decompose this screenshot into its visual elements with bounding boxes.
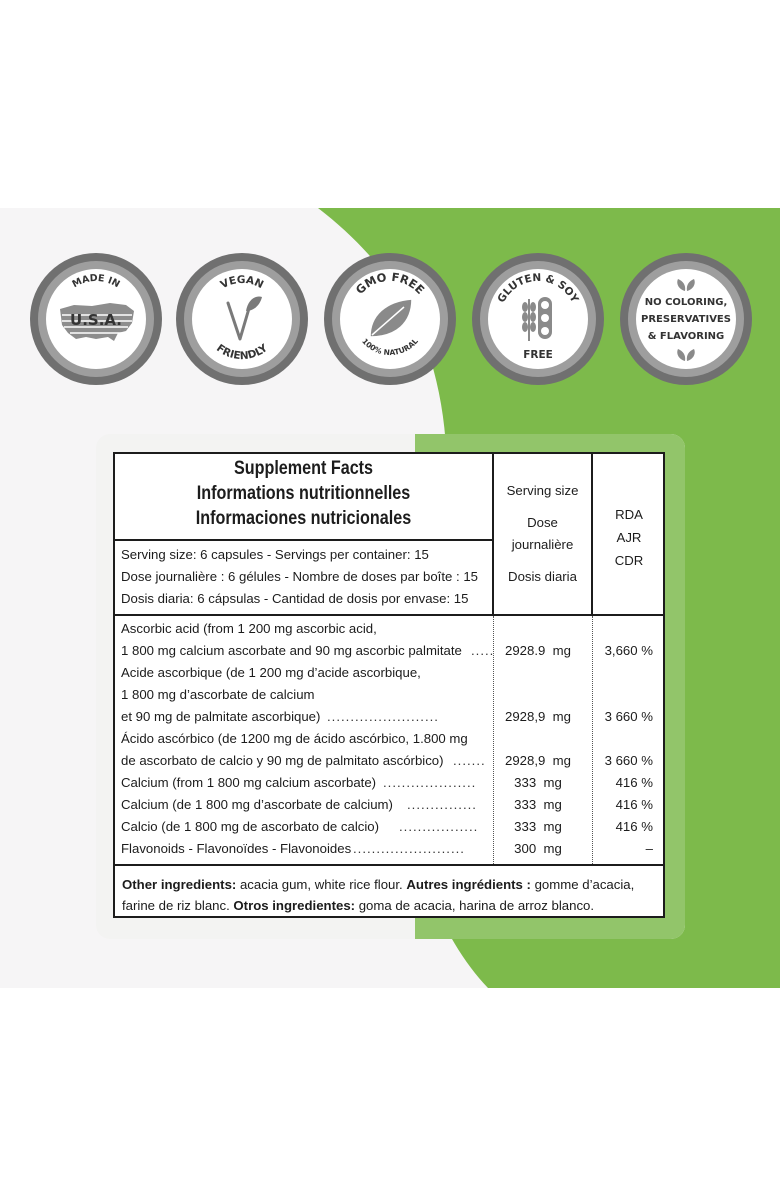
vegan-label: VEGAN: [218, 273, 266, 292]
product-image-panel: [0, 208, 780, 988]
soybean-icon: [538, 297, 552, 339]
vegan-friendly-badge: [176, 253, 308, 385]
title-divider: [115, 539, 492, 541]
nutrient-amount: 2928.9 mg: [505, 643, 571, 658]
nutrient-label: Calcium (de 1 800 mg d’ascorbate de calcium): [121, 797, 393, 812]
nutrient-label: 1 800 mg calcium ascorbate and 90 mg ascorbic palmitate: [121, 643, 462, 658]
nutrient-percent: 416 %: [615, 819, 653, 834]
leader-dots: ....................: [383, 775, 477, 790]
serving-info-spanish: Dosis diaria: 6 cápsulas - Cantidad de dosis por envase: 15: [121, 591, 469, 606]
nutrient-percent: –: [645, 841, 653, 856]
column-header-journaliere: journalière: [511, 537, 574, 552]
nutrient-label: Calcium (from 1 800 mg calcium ascorbate): [121, 775, 377, 790]
other-ingredients-label-fr: Autres ingrédients :: [406, 877, 531, 892]
nutrient-label: de ascorbato de calcio y 90 mg de palmitato ascórbico): [121, 753, 444, 768]
leaf-sprig-bottom-icon: [677, 349, 694, 361]
serving-info-french: Dose journalière : 6 gélules - Nombre de doses par boîte : 15: [121, 569, 478, 584]
nutrient-percent: 3 660 %: [604, 753, 653, 768]
nutrient-percent: 3,660 %: [604, 643, 653, 658]
leaf-icon: [370, 299, 412, 337]
leader-dots: .....: [471, 643, 495, 658]
natural-label: 100% NATURAL: [360, 336, 420, 358]
column-header-dose: Dose: [527, 515, 558, 530]
nutrient-label: et 90 mg de palmitate ascorbique): [121, 709, 321, 724]
title-french: Informations nutritionnelles: [196, 483, 411, 504]
nutrient-amount: 333 mg: [514, 819, 562, 834]
nutrient-amount: 333 mg: [514, 797, 562, 812]
nutrient-amount: 333 mg: [514, 775, 562, 790]
gmo-free-label: GMO FREE: [352, 269, 428, 297]
nutrient-label: Acide ascorbique (de 1 200 mg d’acide ascorbique,: [121, 665, 421, 680]
no-coloring-line1: NO COLORING,: [644, 297, 728, 308]
leader-dots: .......: [453, 753, 486, 768]
usa-label: U.S.A.: [70, 311, 122, 329]
nutrient-percent: 3 660 %: [604, 709, 653, 724]
nutrient-label: 1 800 mg d’ascorbate de calcium: [121, 687, 315, 702]
supplement-facts-table: [113, 452, 665, 918]
other-ingredients-text-es: goma de acacia, harina de arroz blanco.: [355, 898, 595, 913]
title-english: Supplement Facts: [233, 458, 374, 479]
nutrient-amount: 2928,9 mg: [505, 709, 571, 724]
leader-dots: .................: [399, 819, 479, 834]
no-coloring-line3: & FLAVORING: [647, 331, 725, 342]
nutrient-amount: 300 mg: [514, 841, 562, 856]
svg-text:GLUTEN & SOY: [495, 272, 580, 305]
gluten-soy-label: GLUTEN & SOY: [495, 271, 581, 305]
wheat-icon: [522, 299, 536, 341]
column-header-serving-size: Serving size: [506, 483, 579, 498]
svg-text:GMO FREE: [353, 270, 428, 297]
other-ingredients-text-en: acacia gum, white rice flour.: [236, 877, 407, 892]
no-coloring-text: [620, 294, 752, 345]
column-header-rda: RDA: [615, 507, 643, 522]
nutrient-amount: 2928,9 mg: [505, 753, 571, 768]
gluten-soy-free-badge: [472, 253, 604, 385]
svg-text:FRIENDLY: [214, 342, 270, 362]
title-spanish: Informaciones nutricionales: [195, 508, 412, 529]
svg-text:MADE IN: [71, 273, 122, 290]
friendly-label: FRIENDLY: [214, 342, 270, 363]
other-ingredients: [122, 874, 662, 916]
nutrient-label: Ácido ascórbico (de 1200 mg de ácido ascórbico, 1.800 mg: [121, 731, 468, 746]
svg-text:VEGAN: [219, 274, 266, 291]
nutrient-label: Ascorbic acid (from 1 200 mg ascorbic acid,: [121, 621, 377, 636]
no-coloring-line2: PRESERVATIVES: [641, 314, 731, 325]
leader-dots: ...............: [407, 797, 477, 812]
no-coloring-badge: [620, 253, 752, 385]
leader-dots: ........................: [327, 709, 439, 724]
gmo-free-badge: [324, 253, 456, 385]
leader-dots: ........................: [353, 841, 465, 856]
nutrient-label: Calcio (de 1 800 mg de ascorbato de calcio): [121, 819, 380, 834]
nutrient-label: Flavonoids - Flavonoïdes - Flavonoides: [121, 841, 352, 856]
other-ingredients-text-fr: gomme d’acacia, farine de riz blanc.: [122, 877, 635, 913]
column-header-cdr: CDR: [614, 553, 644, 568]
other-ingredients-label-es: Otros ingredientes:: [233, 898, 356, 913]
nutrient-percent: 416 %: [615, 775, 653, 790]
column-header-ajr: AJR: [616, 530, 642, 545]
nutrient-percent: 416 %: [615, 797, 653, 812]
leaf-sprig-top-icon: [677, 279, 694, 291]
svg-text:100% NATURAL: [360, 336, 420, 357]
free-label: FREE: [523, 349, 553, 361]
column-header-dosis-diaria: Dosis diaria: [508, 569, 577, 584]
header-divider: [115, 614, 663, 616]
made-in-usa-badge: [30, 253, 162, 385]
ingredients-divider: [115, 864, 663, 866]
other-ingredients-label-en: Other ingredients:: [122, 877, 237, 892]
made-in-label: MADE IN: [70, 272, 122, 291]
serving-info-english: Serving size: 6 capsules - Servings per container: 15: [121, 547, 429, 562]
vegan-v-leaf-icon: [228, 297, 262, 339]
